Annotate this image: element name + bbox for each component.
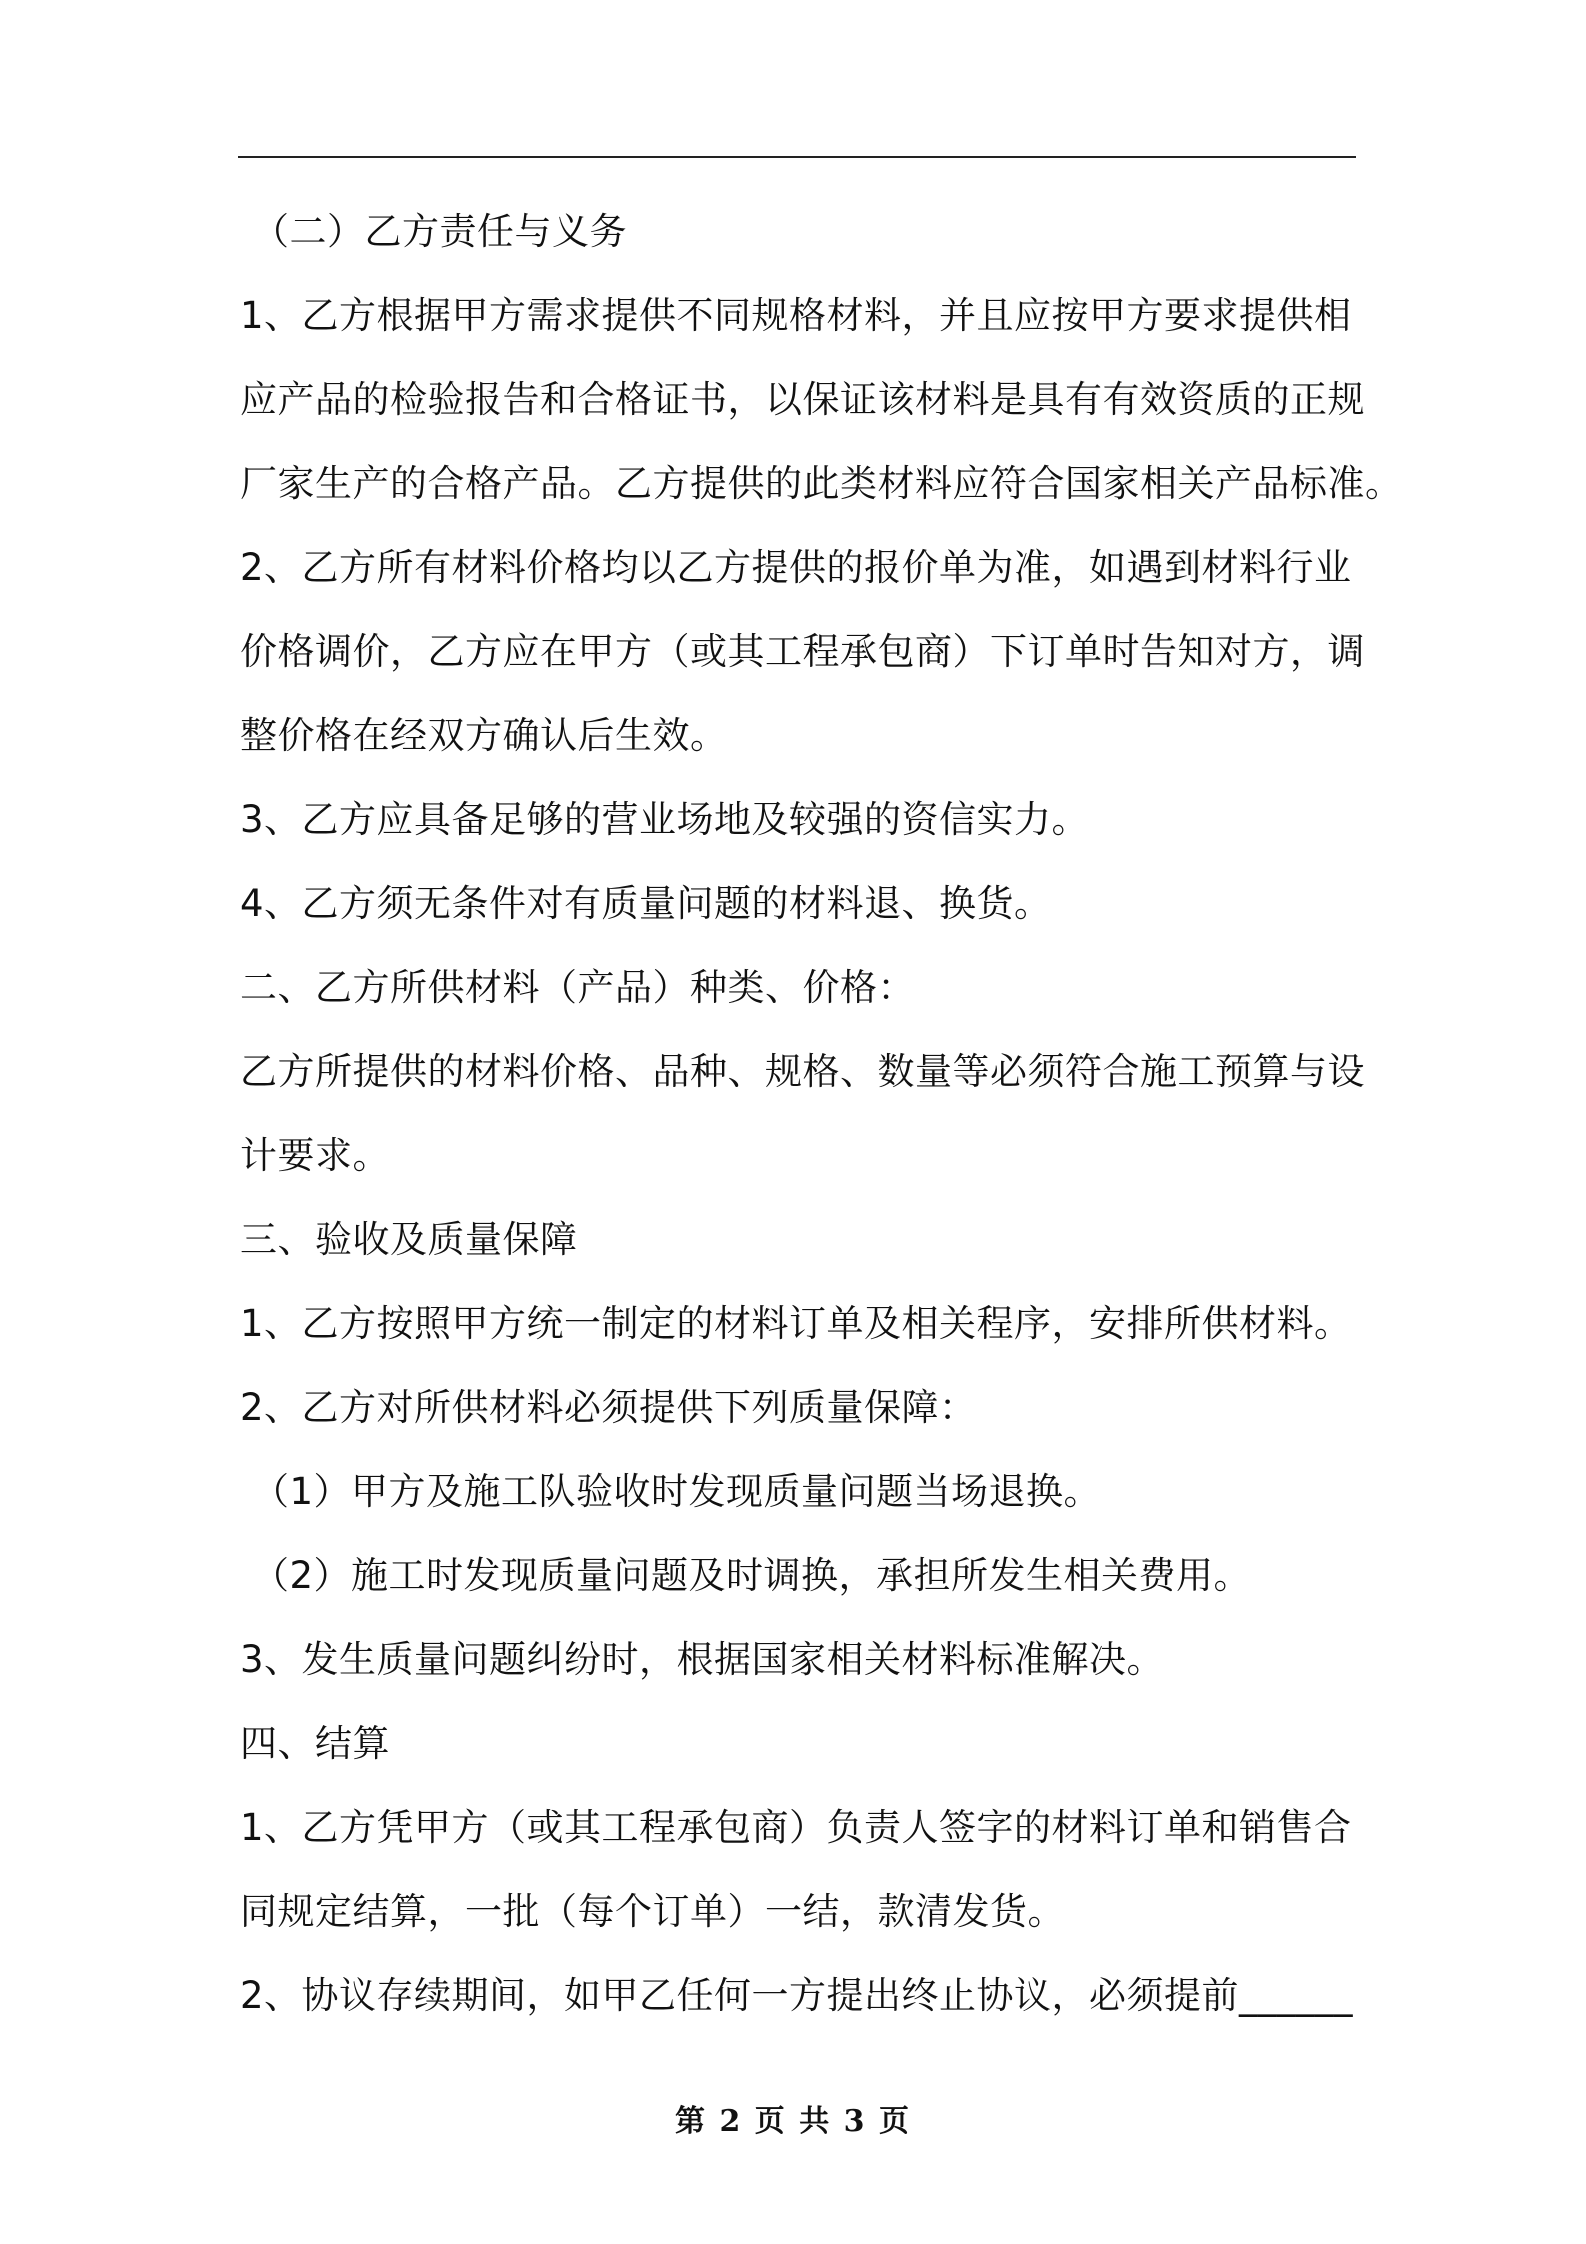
- section-heading-acceptance: 三、验收及质量保障: [240, 1218, 578, 1261]
- paragraph-line: 乙方所提供的材料价格、品种、规格、数量等必须符合施工预算与设: [240, 1050, 1365, 1093]
- paragraph-line: 2、协议存续期间，如甲乙任何一方提出终止协议，必须提前______: [240, 1974, 1354, 2017]
- paragraph-line: 同规定结算，一批（每个订单）一结，款清发货。: [240, 1890, 1065, 1933]
- paragraph-line: 整价格在经双方确认后生效。: [240, 714, 728, 757]
- paragraph-line: 价格调价，乙方应在甲方（或其工程承包商）下订单时告知对方，调: [240, 630, 1365, 673]
- paragraph-line: 计要求。: [240, 1134, 390, 1177]
- section-heading-party-b-duties: （二）乙方责任与义务: [252, 210, 627, 253]
- sub-item-line: （2）施工时发现质量问题及时调换，承担所发生相关费用。: [252, 1554, 1252, 1597]
- paragraph-line: 1、乙方根据甲方需求提供不同规格材料，并且应按甲方要求提供相: [240, 294, 1352, 337]
- paragraph-line: 厂家生产的合格产品。乙方提供的此类材料应符合国家相关产品标准。: [240, 462, 1403, 505]
- section-heading-materials: 二、乙方所供材料（产品）种类、价格：: [240, 966, 915, 1009]
- paragraph-line: 4、乙方须无条件对有质量问题的材料退、换货。: [240, 882, 1052, 925]
- paragraph-line: 3、发生质量问题纠纷时，根据国家相关材料标准解决。: [240, 1638, 1165, 1681]
- page-number: 第 2 页 共 3 页: [675, 2104, 911, 2139]
- sub-item-line: （1）甲方及施工队验收时发现质量问题当场退换。: [252, 1470, 1102, 1513]
- paragraph-line: 2、乙方对所供材料必须提供下列质量保障：: [240, 1386, 977, 1429]
- header-rule: [238, 156, 1356, 158]
- section-heading-settlement: 四、结算: [240, 1722, 390, 1765]
- document-body: [240, 190, 1403, 2038]
- paragraph-line: 2、乙方所有材料价格均以乙方提供的报价单为准，如遇到材料行业: [240, 546, 1352, 589]
- paragraph-line: 3、乙方应具备足够的营业场地及较强的资信实力。: [240, 798, 1090, 841]
- paragraph-line: 应产品的检验报告和合格证书，以保证该材料是具有有效资质的正规: [240, 378, 1365, 421]
- paragraph-line: 1、乙方凭甲方（或其工程承包商）负责人签字的材料订单和销售合: [240, 1806, 1352, 1849]
- paragraph-line: 1、乙方按照甲方统一制定的材料订单及相关程序，安排所供材料。: [240, 1302, 1352, 1345]
